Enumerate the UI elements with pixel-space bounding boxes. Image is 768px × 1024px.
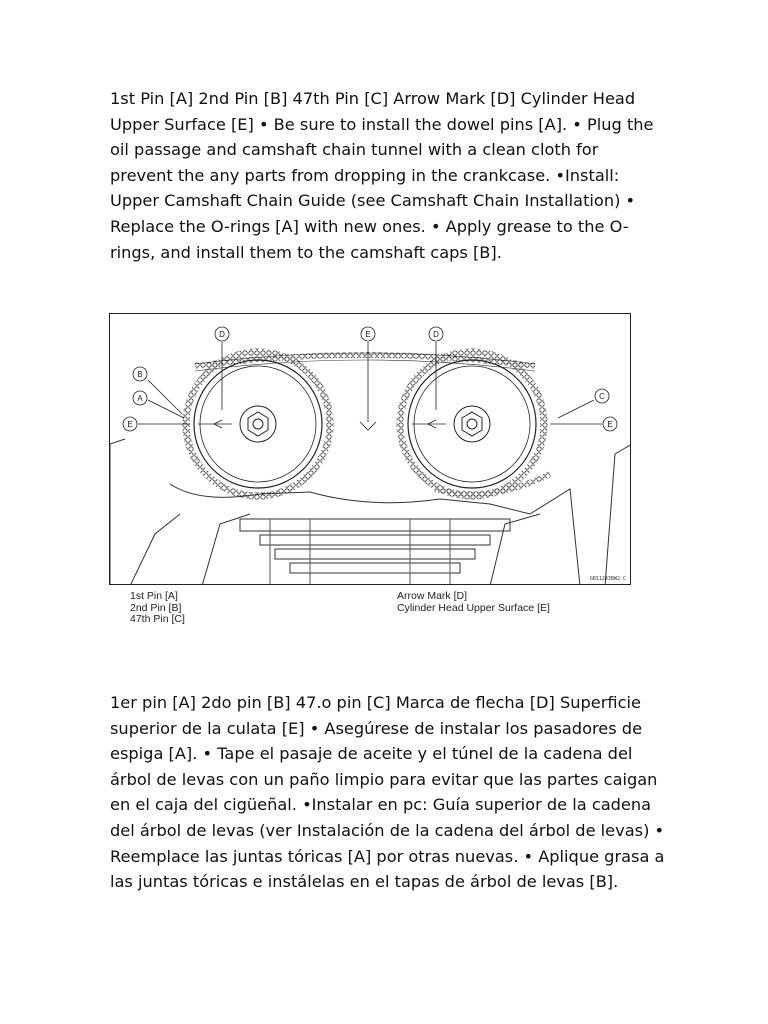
callout-c — [595, 389, 609, 403]
callout-label: C — [599, 392, 605, 401]
legend-left — [130, 591, 185, 626]
callout-label: E — [607, 420, 613, 429]
diagram-svg — [110, 314, 631, 585]
callout-e-top — [361, 327, 375, 341]
callout-b — [133, 367, 147, 381]
camshaft-chain-diagram — [109, 313, 631, 585]
callout-e-right — [603, 417, 617, 431]
figure-code: GB11243BW2 C — [589, 576, 626, 582]
callout-a — [133, 391, 147, 405]
left-camshaft-sprocket — [194, 360, 322, 488]
legend-item: 2nd Pin [B] — [130, 601, 182, 614]
legend-right — [397, 591, 550, 614]
legend-item: Cylinder Head Upper Surface [E] — [397, 601, 550, 614]
paragraph-english: 1st Pin [A] 2nd Pin [B] 47th Pin [C] Arrow Mark [D] Cylinder Head Upper Surface [E] • Be sure to install the dowel pins [A]. • Plug the oil passage and camshaft chain tunnel with a clean cloth for prevent the any parts from dropping in the crankcase. •Install: Upper Camshaft Chain Guide (see Camshaft Chain Installation) • Replace the O-rings [A] with new ones. • Apply grease to the O-rings, and install them to the camshaft caps [B]. — [110, 89, 654, 262]
legend-item: 1st Pin [A] — [130, 590, 178, 602]
callout-label: E — [365, 330, 371, 339]
callout-label: D — [433, 330, 439, 339]
legend-item: 47th Pin [C] — [130, 613, 185, 625]
callout-e-left — [123, 417, 137, 431]
callout-d-left — [215, 327, 229, 341]
legend-item: Arrow Mark [D] — [397, 590, 468, 602]
callout-label: E — [127, 420, 133, 429]
callout-label: D — [219, 330, 225, 339]
paragraph-spanish: 1er pin [A] 2do pin [B] 47.o pin [C] Marca de flecha [D] Superficie superior de la culata [E] • Asegúrese de instalar los pasadores de espiga [A]. • Tape el pasaje de aceite y el túnel de la cadena del árbol de levas con un paño limpio para evitar que las partes caigan en el caja del cigüeñal. •Instalar en pc: Guía superior de la cadena del árbol de levas (ver Instalación de la cadena del árbol de levas) • Reemplace las juntas tóricas [A] por otras nuevas. • Aplique grasa a las juntas tóricas e instálelas en el tapas de árbol de levas [B]. — [110, 693, 665, 892]
cylinder-head-body — [110, 439, 631, 585]
callout-d-right — [429, 327, 443, 341]
callout-label: B — [137, 370, 143, 379]
callout-label: A — [137, 394, 143, 403]
right-camshaft-sprocket — [408, 360, 536, 488]
